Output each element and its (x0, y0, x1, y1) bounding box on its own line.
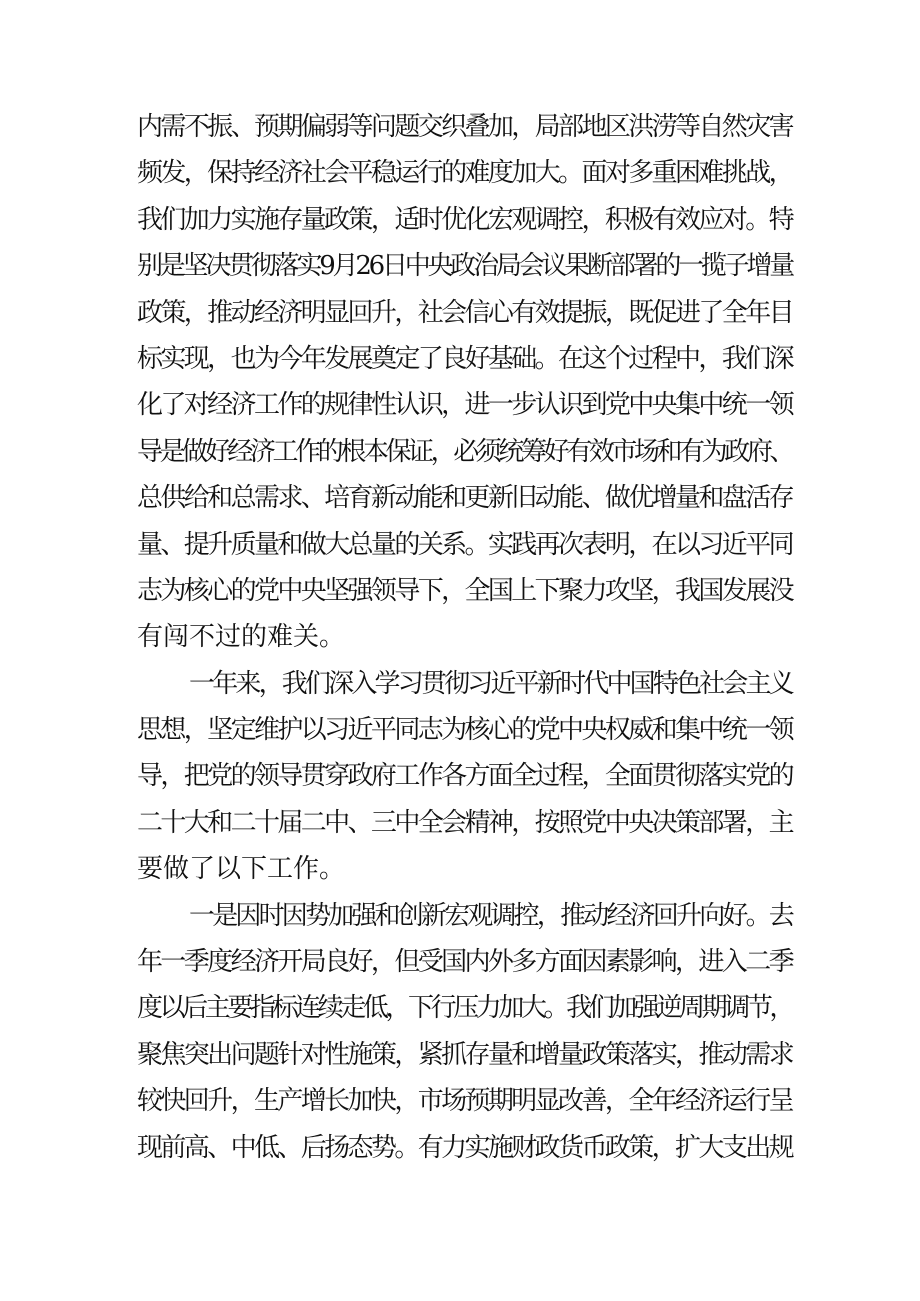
document-body (137, 104, 792, 1171)
text-line: 标实现，也为今年发展奠定了良好基础。在这个过程中，我们深 (137, 343, 792, 374)
text-line: 总供给和总需求、培育新动能和更新旧动能、做优增量和盘活存 (137, 483, 792, 514)
text-line: 志为核心的党中央坚强领导下，全国上下聚力攻坚，我国发展没 (137, 575, 792, 606)
text-line: 一是因时因势加强和创新宏观调控，推动经济回升向好。去 (189, 900, 792, 931)
paragraph-2 (137, 661, 792, 893)
text-line: 较快回升，生产增长加快，市场预期明显改善，全年经济运行呈 (137, 1086, 792, 1117)
text-line: 政策，推动经济明显回升，社会信心有效提振，既促进了全年目 (137, 297, 792, 328)
text-line: 内需不振、预期偏弱等问题交织叠加，局部地区洪涝等自然灾害 (137, 112, 792, 142)
text-line: 聚焦突出问题针对性施策，紧抓存量和增量政策落实，推动需求 (137, 1039, 792, 1070)
text-line: 导，把党的领导贯穿政府工作各方面全过程，全面贯彻落实党的 (137, 761, 792, 792)
text-line: 化了对经济工作的规律性认识，进一步认识到党中央集中统一领 (137, 390, 792, 421)
paragraph-1 (137, 104, 792, 661)
text-line: 频发，保持经济社会平稳运行的难度加大。面对多重困难挑战， (137, 158, 792, 189)
text-line: 度以后主要指标连续走低，下行压力加大。我们加强逆周期调节， (137, 993, 792, 1024)
text-line: 量、提升质量和做大总量的关系。实践再次表明，在以习近平同 (137, 529, 792, 560)
text-line: 我们加力实施存量政策，适时优化宏观调控，积极有效应对。特 (137, 204, 792, 235)
text-line: 要做了以下工作。 (137, 854, 346, 885)
text-line: 现前高、中低、后扬态势。有力实施财政货币政策，扩大支出规 (137, 1132, 792, 1163)
text-line: 导是做好经济工作的根本保证，必须统筹好有效市场和有为政府、 (137, 436, 792, 467)
text-line: 二十大和二十届二中、三中全会精神，按照党中央决策部署，主 (137, 807, 792, 838)
text-line: 别是坚决贯彻落实9月26日中央政治局会议果断部署的一揽子增量 (137, 251, 792, 282)
text-line: 年一季度经济开局良好，但受国内外多方面因素影响，进入二季 (137, 947, 792, 978)
text-line: 思想，坚定维护以习近平同志为核心的党中央权威和集中统一领 (137, 715, 792, 746)
text-line: 一年来，我们深入学习贯彻习近平新时代中国特色社会主义 (189, 668, 792, 699)
paragraph-3 (137, 893, 792, 1171)
text-line: 有闯不过的难关。 (137, 622, 346, 653)
